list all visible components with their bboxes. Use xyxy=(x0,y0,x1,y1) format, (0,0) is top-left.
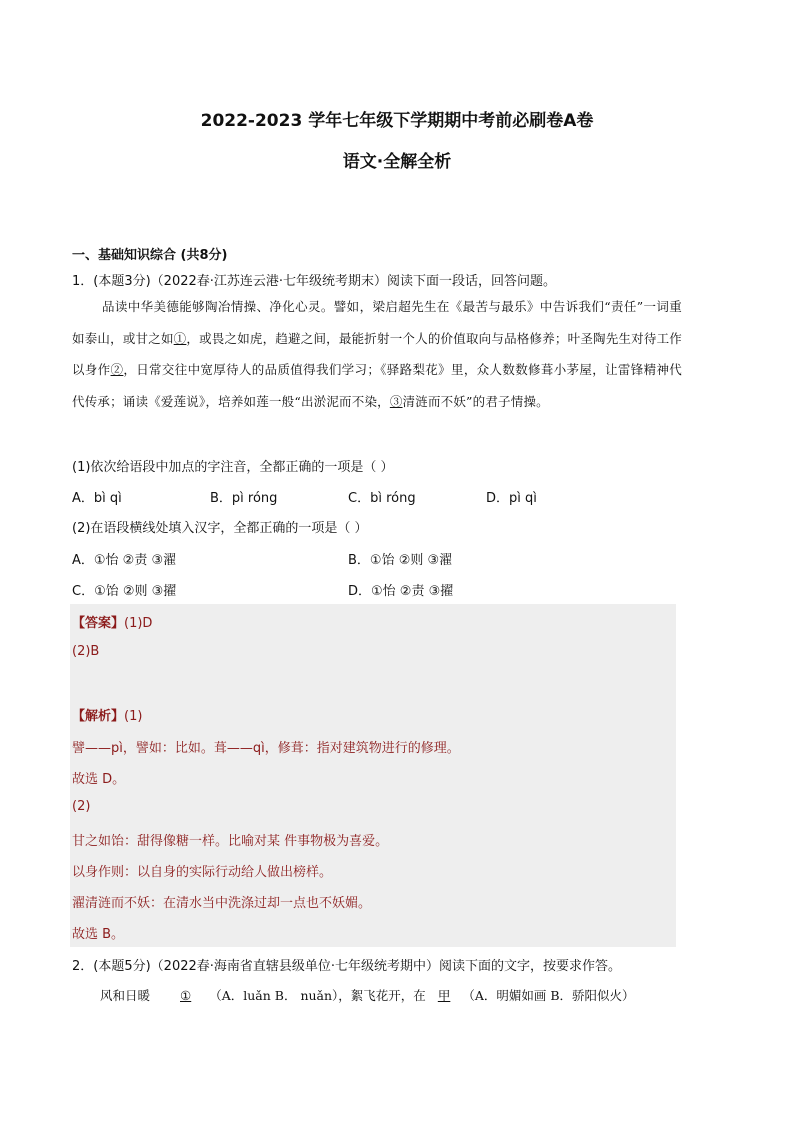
option-a: A．①怡 ②责 ③濯 xyxy=(72,553,177,568)
analysis-label: 【解析】 xyxy=(72,709,125,724)
answer-label: 【答案】 xyxy=(72,616,125,631)
passage-text: （A．明媚如画 B．骄阳似火） xyxy=(462,988,635,1003)
analysis-text: 故选 D。 xyxy=(72,772,126,787)
analysis-text: (2) xyxy=(72,799,91,814)
question-2-passage xyxy=(100,986,635,1004)
blank-1: ① xyxy=(173,330,187,346)
passage-text: （A．luǎn B． nuǎn），絮飞花开，在 xyxy=(209,988,426,1003)
option-c: C．bì róng xyxy=(348,491,416,506)
passage-text: 品读中华美德能够陶冶情操、净化心灵。譬如，梁启超先生在《最苦与最乐》中告诉我们“责任”一词重如泰山，或甘之如 xyxy=(72,299,682,346)
analysis-text: 以身作则：以自身的实际行动给人做出榜样。 xyxy=(72,865,333,880)
document-subtitle: 语文·全解全析 xyxy=(342,152,452,172)
answer-value: (1)D xyxy=(124,616,153,631)
analysis-part: (1) xyxy=(124,709,143,724)
passage-text: 清涟而不妖”的君子情操。 xyxy=(402,393,549,409)
blank-1: ① xyxy=(180,988,192,1003)
analysis-text: 譬——pì，譬如：比如。葺——qì，修葺：指对建筑物进行的修理。 xyxy=(72,741,460,756)
blank-3: ③ xyxy=(389,393,403,409)
option-d: D．①怡 ②责 ③擢 xyxy=(348,584,454,599)
passage-text: ，日常交往中宽厚待人的品质值得我们学习；《驿路梨花》里，众人数数修葺小茅屋，让雷锋精神代代传承；诵读《爱莲说》，培养如莲一般“出淤泥而不染， xyxy=(72,362,682,409)
analysis-text: 故选 B。 xyxy=(72,927,125,942)
question-1-header: 1．(本题3分)（2022春·江苏连云港·七年级统考期末）阅读下面一段话，回答问题。 xyxy=(72,274,557,289)
passage-text: 风和日暖 xyxy=(100,988,151,1003)
option-b: B．①饴 ②则 ③濯 xyxy=(348,553,453,568)
option-b: B．pì róng xyxy=(210,491,278,506)
sub-question-1: (1)依次给语段中加点的字注音，全都正确的一项是（ ） xyxy=(72,460,394,475)
blank-jia: 甲 xyxy=(437,988,451,1003)
document-title: 2022-2023 学年七年级下学期期中考前必刷卷A卷 xyxy=(200,111,594,131)
analysis-text: 甘之如饴：甜得像糖一样。比喻对某 件事物极为喜爱。 xyxy=(72,834,389,849)
analysis-line xyxy=(72,705,142,724)
option-a: A．bì qì xyxy=(72,491,122,506)
answer-value-2: (2)B xyxy=(72,644,100,659)
answer-line xyxy=(72,612,152,631)
blank-2: ② xyxy=(110,362,124,377)
option-c: C．①饴 ②则 ③擢 xyxy=(72,584,177,599)
section-heading: 一、基础知识综合 (共8分) xyxy=(72,248,228,263)
option-d: D．pì qì xyxy=(486,491,537,506)
sub-question-2: (2)在语段横线处填入汉字，全都正确的一项是（ ） xyxy=(72,521,368,536)
question-2-header: 2．(本题5分)（2022春·海南省直辖县级单位·七年级统考期中）阅读下面的文字，按要求作答。 xyxy=(72,959,622,974)
analysis-text: 濯清涟而不妖：在清水当中洗涤过却一点也不妖媚。 xyxy=(72,896,372,911)
passage-text: ，或畏之如虎，趋避之间，最能折射一个人的价值取向与品格修养；叶圣陶先生对待工作以身作 xyxy=(72,330,682,377)
question-1-passage xyxy=(72,291,682,417)
